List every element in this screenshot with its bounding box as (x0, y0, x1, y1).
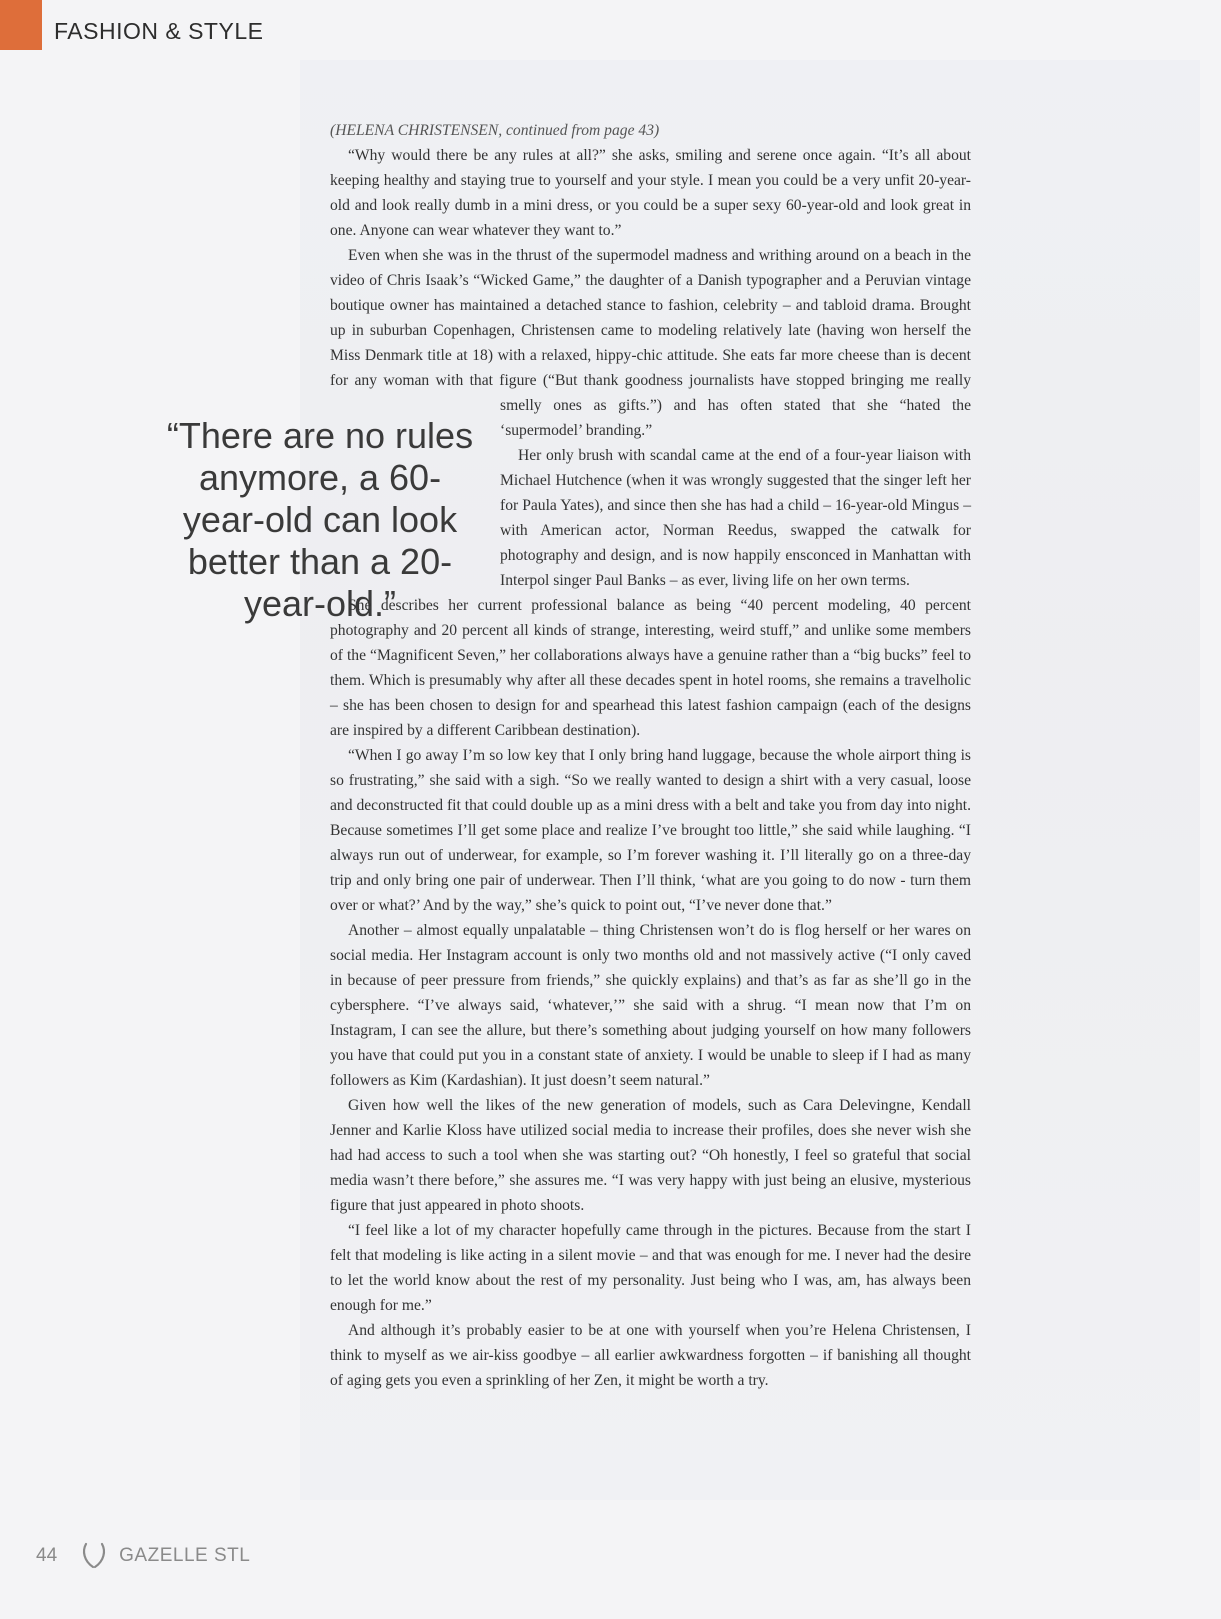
page-number: 44 (36, 1545, 58, 1566)
section-accent-bar (0, 0, 42, 50)
article-body (330, 118, 971, 1393)
page-footer (36, 1541, 250, 1571)
continued-from-note: (HELENA CHRISTENSEN, continued from page 43) (330, 122, 660, 139)
pull-quote-spacer (0, 368, 500, 593)
article-paragraph-text: Even when she was in the thrust of the supermodel madness and writhing around on a beach in the video of Chris Isaak’s “Wicked Game,” the daughter of a Danish typographer and a Peruvian vintage boutique owner has maintained a detached stance to fashion, celebrity – and tabloid drama. Brought up in suburban Copenhagen, Christensen came to modeling relatively late (having won herself the Miss Denmark title at 18) with a relaxed, hippy-chic attitude. She eats far more cheese than is decent for any woman with that figure (“But thank goodness journalists have stopped bringing me really smelly ones as gifts.”) and has often stated that she “hated the ‘supermodel’ branding.” (330, 247, 971, 439)
brand-name: GAZELLE STL (119, 1545, 251, 1566)
article-paragraph (330, 243, 971, 443)
article-paragraph: “When I go away I’m so low key that I only bring hand luggage, because the whole airport thing is so frustrating,” she said with a sigh. “So we really wanted to design a shirt with a very casual, loose and deconstructed fit that could double up as a mini dress with a belt and take you from day into night. Because sometimes I’ll get some place and realize I’ve brought too little,” she said while laughing. “I always run out of underwear, for example, so I’m forever washing it. I’ll literally go on a three-day trip and only bring one pair of underwear. Then I’ll think, ‘what are you going to do now - turn them over or what?’ And by the way,” she’s quick to point out, “I’ve never done that.” (330, 747, 971, 914)
gazelle-horns-icon (79, 1541, 109, 1571)
article-paragraph: Another – almost equally unpalatable – thing Christensen won’t do is flog herself or her wares on social media. Her Instagram account is only two months old and not massively active (“I only caved in because of peer pressure from friends,” she quickly explains) and that’s as far as she’ll go in the cybersphere. “I’ve always said, ‘whatever,’” she said with a shrug. “I mean now that I’m on Instagram, I can see the allure, but there’s something about judging yourself on how many followers you have that could put you in a constant state of anxiety. I would be unable to sleep if I had as many followers as Kim (Kardashian). It just doesn’t seem natural.” (330, 922, 971, 1089)
article-paragraph: She describes her current professional balance as being “40 percent modeling, 40 percent photography and 20 percent all kinds of strange, interesting, weird stuff,” and unlike some members of the “Magnificent Seven,” her collaborations always have a genuine rather than a “big bucks” feel to them. Which is presumably why after all these decades spent in hotel rooms, she remains a travelholic – she has been chosen to design for and spearhead this latest fashion campaign (each of the designs are inspired by a different Caribbean destination). (330, 597, 971, 739)
article-paragraph: Given how well the likes of the new generation of models, such as Cara Delevingne, Kendall Jenner and Karlie Kloss have utilized social media to increase their profiles, does she never wish she had had access to such a tool when she was starting out? “Oh honestly, I feel so grateful that social media wasn’t there before,” she assures me. “I was very happy with just being an elusive, mysterious figure that just appeared in photo shoots. (330, 1097, 971, 1214)
section-title: FASHION & STYLE (54, 18, 264, 44)
pull-quote: “There are no rules anymore, a 60-year-old can look better than a 20-year-old.” (166, 415, 474, 624)
article-paragraph: “I feel like a lot of my character hopefully came through in the pictures. Because from the start I felt that modeling is like acting in a silent movie – and that was enough for me. I never had the desire to let the world know about the rest of my personality. Just being who I was, am, has always been enough for me.” (330, 1222, 971, 1314)
article-paragraph: And although it’s probably easier to be at one with yourself when you’re Helena Christensen, I think to myself as we air-kiss goodbye – all earlier awkwardness forgotten – if banishing all thought of aging gets you even a sprinkling of her Zen, it might be worth a try. (330, 1322, 971, 1389)
article-paragraph: Her only brush with scandal came at the end of a four-year liaison with Michael Hutchence (when it was wrongly suggested that the singer left her for Paula Yates), and since then she has had a child – 16-year-old Mingus – with American actor, Norman Reedus, swapped the catwalk for photography and design, and is now happily ensconced in Manhattan with Interpol singer Paul Banks – as ever, living life on her own terms. (500, 447, 971, 589)
article-paragraph: “Why would there be any rules at all?” she asks, smiling and serene once again. “It’s all about keeping healthy and staying true to yourself and your style. I mean you could be a very unfit 20-year-old and look really dumb in a mini dress, or you could be a super sexy 60-year-old and look great in one. Anyone can wear whatever they want to.” (330, 147, 971, 239)
